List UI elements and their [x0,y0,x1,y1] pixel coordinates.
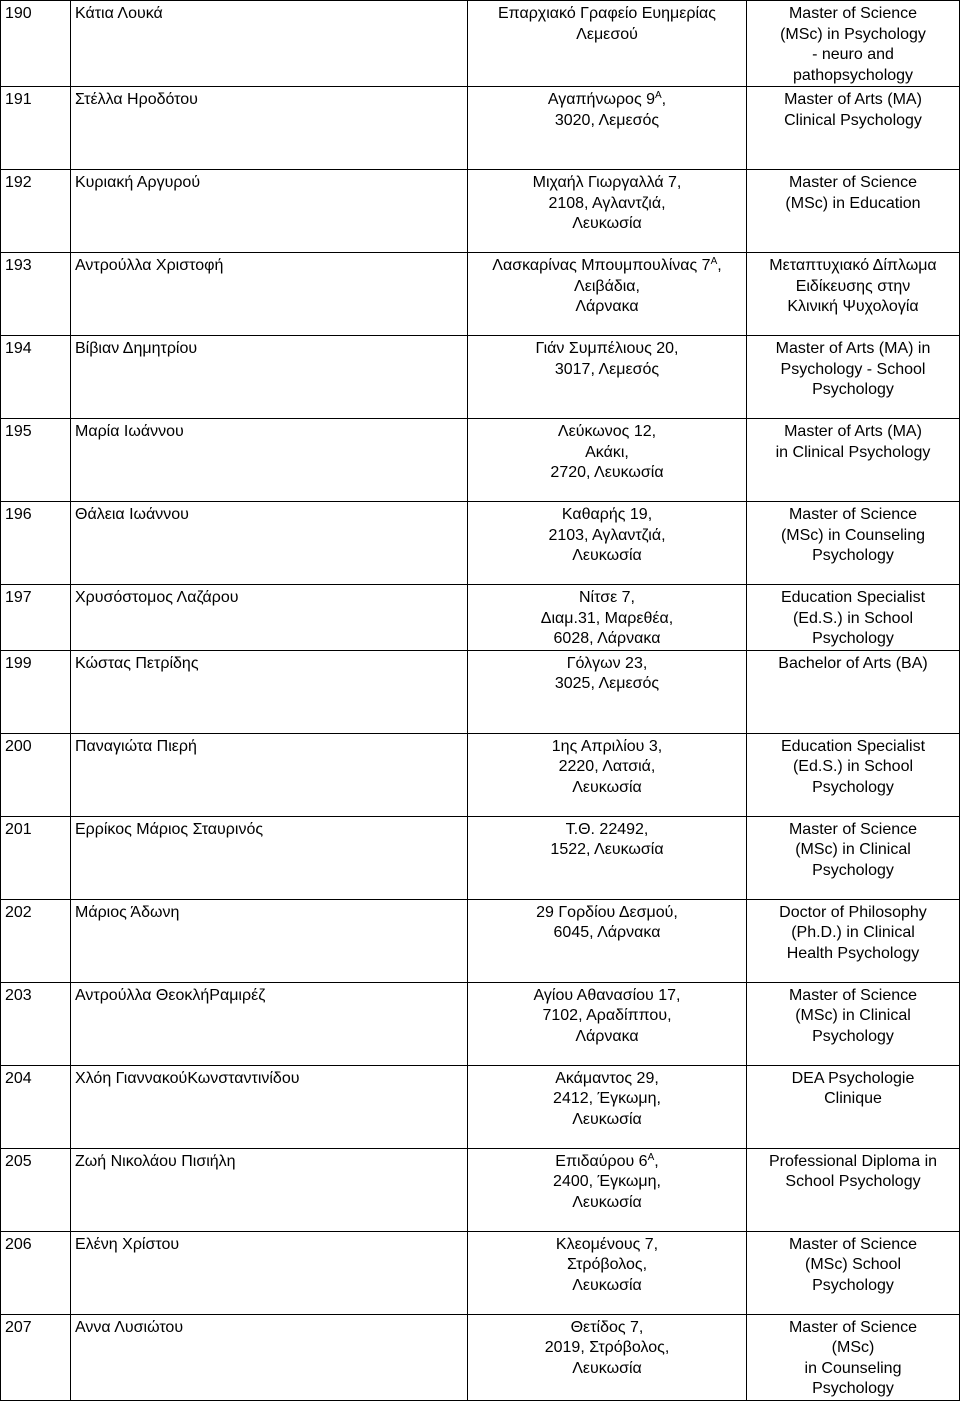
row-number: 199 [1,650,71,733]
address-line: 1ης Απριλίου 3, [551,737,663,755]
table-row [1,253,960,336]
address-line: 2108, Αγλαντζιά, [548,194,666,212]
address-line: 2412, Έγκωμη, [553,1090,661,1107]
superscript: A [710,256,718,267]
qualification-line: Education Specialist [780,737,926,755]
qualification [747,1,960,87]
qualification-line: School Psychology [785,1173,921,1190]
address [468,253,747,336]
row-number: 206 [1,1231,71,1314]
address [468,170,747,253]
qualification [747,87,960,170]
qualification-line: (Ed.S.) in School [792,758,914,775]
address-line: Λευκωσία [572,1359,642,1377]
qualification-line: Psychology [812,1276,894,1294]
address [468,1314,747,1400]
table-row [1,502,960,585]
address [468,816,747,899]
person-name [71,1,468,87]
address-line: 3020, Λεμεσός [554,111,660,129]
table-row [1,87,960,170]
qualification-line: Bachelor of Arts (BA) [778,654,928,672]
address [468,1,747,87]
person-name [71,650,468,733]
table-row [1,816,960,899]
name-line: Αντρούλλα Θεοκλή [75,986,210,1004]
qualification-line: Psychology [812,861,894,879]
qualification-line: Master of Arts (MA) [784,91,922,108]
name-line: Κάτια Λουκά [75,5,163,22]
table-row [1,1,960,87]
row-number: 200 [1,733,71,816]
address [468,336,747,419]
qualification-line: Ειδίκευσης στην [795,277,911,295]
name-block [75,422,184,443]
address-line: Λευκωσία [572,1193,642,1211]
name-block [75,1235,179,1256]
address-line: Λευκωσία [572,1110,642,1128]
row-number: 194 [1,336,71,419]
name-block [75,986,265,1007]
row-number: 195 [1,419,71,502]
person-name [71,87,468,170]
address-line: Γόλγων 23, [566,654,648,672]
person-name [71,733,468,816]
person-name [71,1231,468,1314]
qualification-line: Psychology - School [780,360,926,378]
person-name [71,502,468,585]
table-row [1,733,960,816]
name-line: Κώστας Πετρίδης [75,654,199,672]
name-block [75,1069,299,1090]
name-block [75,4,163,25]
qualification-line: Psychology [812,1027,894,1045]
qualification-line: (MSc) in Psychology [780,25,926,43]
table-row [1,1148,960,1231]
qualification-line: Master of Science [788,506,918,523]
qualification-line: Master of Science [788,5,918,22]
person-name [71,1148,468,1231]
table-row [1,170,960,253]
qualification-line: Professional Diploma in [768,1152,938,1170]
name-block [75,505,189,526]
address-line: 6045, Λάρνακα [553,924,661,941]
person-name [71,899,468,982]
qualification-line: Μεταπτυχιακό Δίπλωμα [769,257,937,274]
name-line: Χλόη Γιαννακού [75,1069,188,1087]
address-line: 6028, Λάρνακα [553,630,661,647]
name-line: Κυριακή Αργυρού [75,174,201,191]
address-line: Λασκαρίνας Μπουμπουλίνας $7^A$, [492,256,722,274]
qualification-line: (MSc) School [804,1256,902,1273]
address-line: Λεμεσού [576,25,638,43]
qualification-line: Master of Science [788,986,918,1004]
address [468,419,747,502]
table-row [1,1231,960,1314]
name-block [75,90,198,111]
address-line: Στρόβολος, [566,1256,648,1273]
address-line: Επιδαύρου $6^A$, [555,1151,659,1170]
name-block [75,903,179,924]
address-line: Λάρνακα [575,1027,639,1045]
qualification-line: Master of Science [788,174,918,191]
address-line: Λειβάδια, [574,277,640,295]
qualification-line: (Ed.S.) in School [792,609,914,627]
name-line: Κωνσταντινίδου [187,1069,300,1087]
address-line: Θετίδος 7, [570,1318,644,1336]
qualification [747,733,960,816]
table-row [1,336,960,419]
address [468,585,747,651]
address-line: Μιχαήλ Γιωργαλλά 7, [532,174,682,191]
address [468,650,747,733]
qualification-line: Psychology [812,630,894,647]
person-name [71,170,468,253]
row-number: 207 [1,1314,71,1400]
name-line: Χρυσόστομος Λαζάρου [75,589,239,606]
qualification-line: Education Specialist [780,589,926,606]
qualification-line: (MSc) in Counseling [780,526,926,544]
row-number: 204 [1,1065,71,1148]
name-line: Αννα Λυσιώτου [75,1318,184,1336]
address [468,1148,747,1231]
name-line: Ερρίκος Μάριος Σταυρινός [75,820,264,838]
qualification-line: in Clinical Psychology [775,443,931,461]
qualification [747,1148,960,1231]
row-number: 196 [1,502,71,585]
name-block [75,173,200,194]
row-number: 201 [1,816,71,899]
qualification [747,170,960,253]
address [468,1231,747,1314]
address-line: Τ.Θ. 22492, [565,820,649,838]
table-row [1,1065,960,1148]
qualification-line: Clinique [824,1090,882,1107]
qualification-line: Master of Arts (MA) [784,423,922,440]
name-line: Μάριος Άδωνη [75,903,180,921]
address-line: Ακάμαντος 29, [555,1069,659,1087]
row-number: 190 [1,1,71,87]
address-line: 3017, Λεμεσός [554,360,660,378]
address-line: Λευκωσία [572,778,642,796]
qualification [747,982,960,1065]
qualification-line: Master of Arts (MA) in [775,340,931,357]
qualification [747,816,960,899]
qualification [747,253,960,336]
qualification [747,1065,960,1148]
address-line: 2103, Αγλαντζιά, [548,526,666,544]
name-block [75,256,223,277]
person-name [71,982,468,1065]
row-number: 191 [1,87,71,170]
qualification [747,502,960,585]
person-name [71,419,468,502]
name-line: Αντρούλλα Χριστοφή [75,257,224,274]
row-number: 203 [1,982,71,1065]
qualification-line: in Counseling [804,1359,902,1377]
table-row [1,1314,960,1400]
qualification-line: Health Psychology [786,944,920,962]
address [468,87,747,170]
qualification-line: (MSc) in Clinical [795,841,911,858]
qualification [747,1231,960,1314]
address-line: 1522, Λευκωσία [550,841,664,858]
qualification-line: Psychology [812,1380,894,1397]
name-line: Μαρία Ιωάννου [75,423,184,440]
qualification-line: Master of Science [788,820,918,838]
person-name [71,336,468,419]
superscript: A [655,90,662,101]
address [468,733,747,816]
name-block [75,339,197,360]
name-line: Ραμιρέζ [209,986,266,1004]
name-line: Βίβιαν Δημητρίου [75,340,198,357]
name-line: Ζωή Νικολάου Πισιήλη [75,1152,236,1170]
name-block [75,1152,236,1173]
table-row [1,419,960,502]
name-line: Παναγιώτα Πιερή [75,737,197,755]
name-line: Θάλεια Ιωάννου [75,506,189,523]
name-block [75,1318,183,1339]
row-number: 197 [1,585,71,651]
address [468,899,747,982]
row-number: 202 [1,899,71,982]
qualification-line: (MSc) in Education [785,194,921,212]
address [468,982,747,1065]
table-row [1,982,960,1065]
qualification-line: Psychology [812,778,894,796]
address-line: Λευκωσία [572,547,642,564]
address-line: Λευκωσία [572,215,642,232]
row-number: 205 [1,1148,71,1231]
table-row [1,899,960,982]
qualification [747,419,960,502]
address-line: Αγίου Αθανασίου 17, [533,986,681,1004]
person-name [71,585,468,651]
address-line: Λεύκωνος 12, [557,423,657,440]
address-line: 2220, Λατσιά, [558,758,656,775]
qualification-line: - neuro and [812,46,894,63]
superscript: A [647,1151,655,1163]
qualification [747,336,960,419]
qualification [747,650,960,733]
qualification-line: (MSc) in Clinical [795,1007,911,1024]
address-line: Επαρχιακό Γραφείο Ευημερίας [497,5,717,22]
qualification-line: Psychology [812,381,894,398]
address-line: Ακάκι, [585,443,629,461]
person-name [71,253,468,336]
qualification-line: DEA Psychologie [791,1069,915,1087]
address-line: Λάρνακα [575,298,639,315]
qualification [747,1314,960,1400]
address-line: 2019, Στρόβολος, [544,1339,670,1356]
name-block [75,737,197,758]
address-line: Κλεομένους 7, [555,1235,659,1253]
qualification-line: Psychology [812,547,894,564]
registry-rows [1,1,960,1401]
address-line: Διαμ.31, Μαρεθέα, [540,609,674,627]
person-name [71,1065,468,1148]
row-number: 193 [1,253,71,336]
name-block [75,588,238,609]
person-name [71,816,468,899]
address [468,502,747,585]
qualification-line: pathopsychology [792,66,914,84]
address [468,1065,747,1148]
table-row [1,650,960,733]
qualification-line: Clinical Psychology [784,111,922,129]
address-line: 2720, Λευκωσία [550,464,664,481]
qualification-line: Κλινική Ψυχολογία [787,298,919,315]
qualification-line: (MSc) [831,1339,875,1356]
qualification-line: Master of Science [788,1235,918,1253]
address-line: 2400, Έγκωμη, [553,1173,661,1190]
address-line: 29 Γορδίου Δεσμού, [536,903,678,921]
table-row [1,585,960,651]
qualification [747,585,960,651]
address-line: 3025, Λεμεσός [554,675,660,692]
qualification-line: Doctor of Philosophy [779,903,927,921]
address-line: Λευκωσία [572,1276,642,1294]
name-block [75,820,263,841]
address-line: Αγαπήνωρος $9^A$, [547,90,667,108]
name-line: Ελένη Χρίστου [75,1235,180,1253]
address-line: Νίτσε 7, [579,589,635,606]
address-line: Καθαρής 19, [561,506,653,523]
person-name [71,1314,468,1400]
qualification-line: Master of Science [788,1318,918,1336]
row-number: 192 [1,170,71,253]
address-line: 7102, Αραδίππου, [542,1007,672,1024]
qualification [747,899,960,982]
address-line: Γιάν Συμπέλιους 20, [535,340,679,357]
name-block [75,654,199,675]
qualification-line: (Ph.D.) in Clinical [791,924,915,941]
name-line: Στέλλα Ηροδότου [75,91,198,108]
